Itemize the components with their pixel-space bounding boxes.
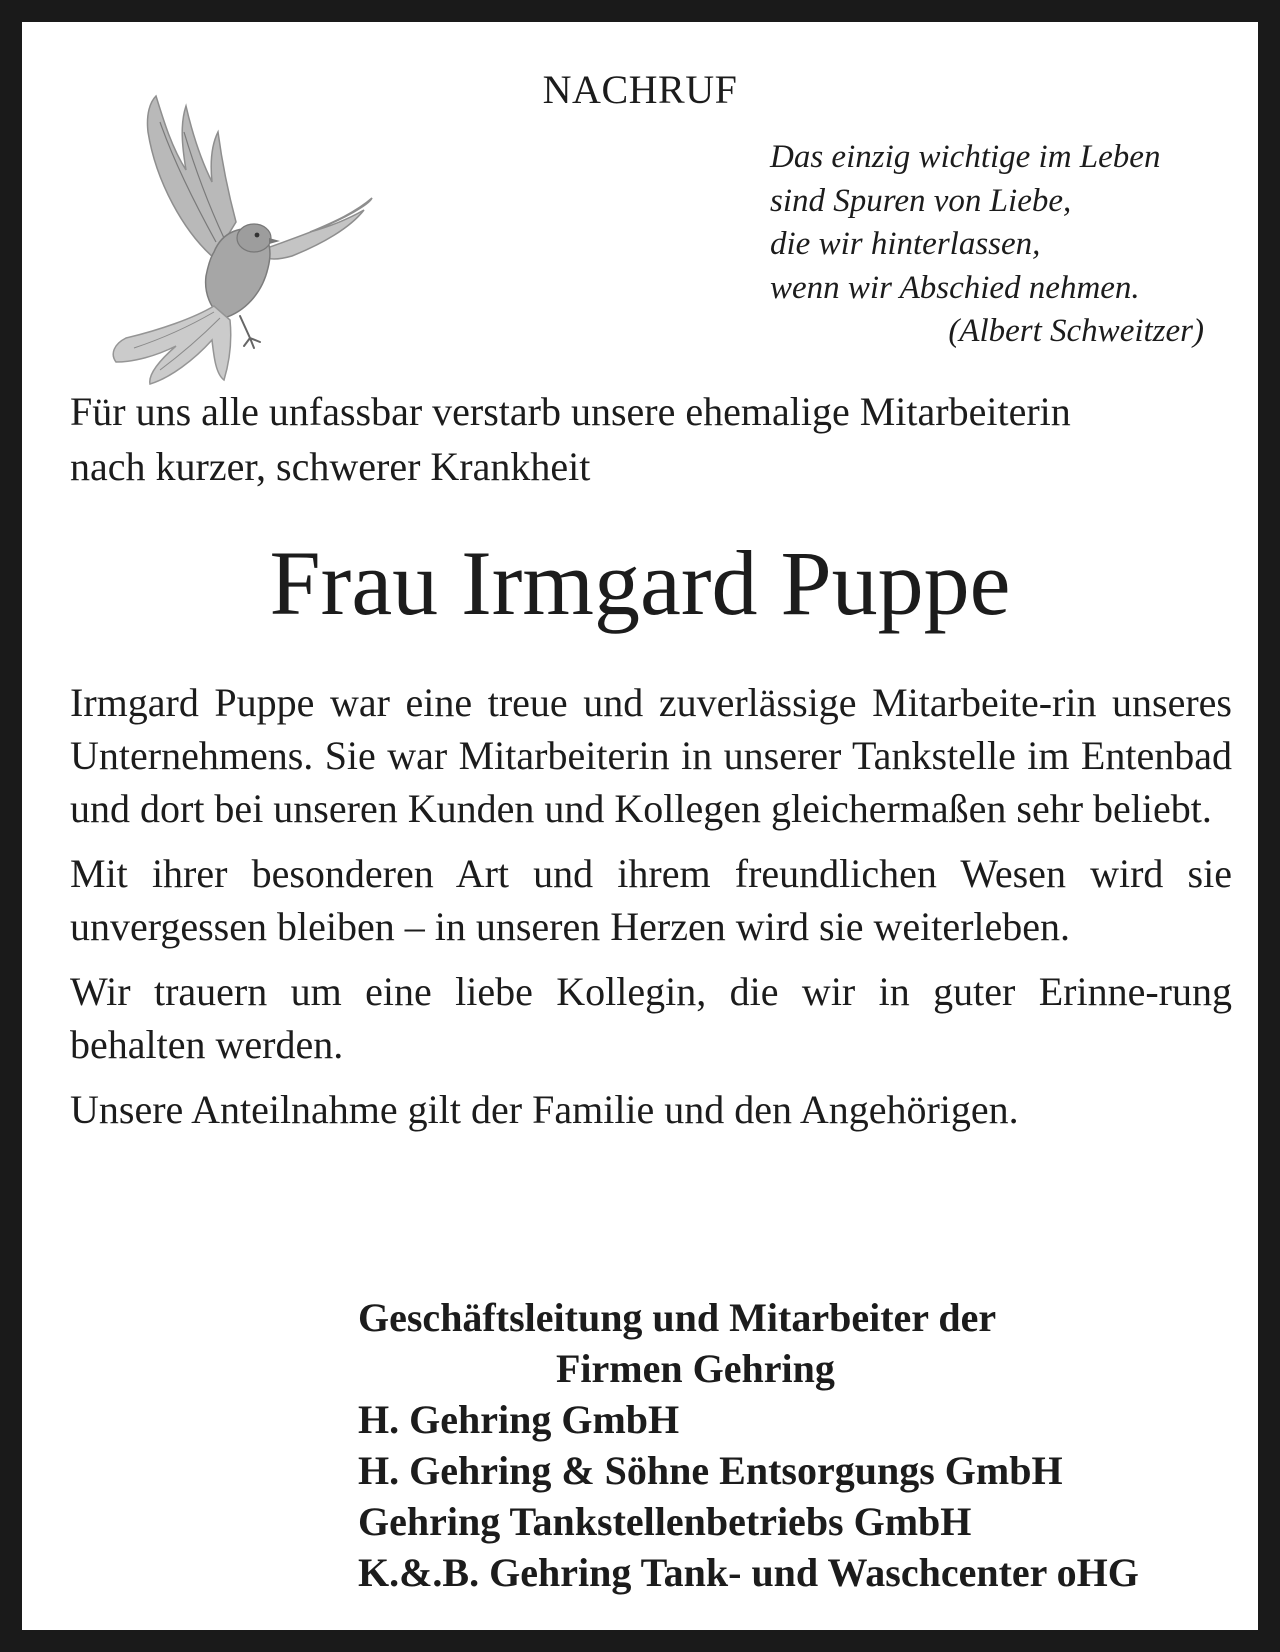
body-text [70, 676, 1232, 1148]
quote-line: Das einzig wichtige im Leben [770, 139, 1161, 175]
body-paragraph: Mit ihrer besonderen Art und ihrem freundlichen Wesen wird sie unvergessen bleiben – in unseren Herzen wird sie weiterleben. [70, 851, 1232, 949]
intro-text [70, 384, 1232, 494]
body-paragraph: Wir trauern um eine liebe Kollegin, die wir in guter Erinne-rung behalten werden. [70, 969, 1232, 1067]
company-name: H. Gehring GmbH [358, 1397, 680, 1442]
deceased-name: Frau Irmgard Puppe [269, 532, 1011, 634]
company-name: K.&.B. Gehring Tank- und Waschcenter oHG [358, 1550, 1139, 1595]
signature-block [358, 1292, 1238, 1598]
heading: NACHRUF [542, 67, 738, 112]
company-name: Gehring Tankstellenbetriebs GmbH [358, 1499, 972, 1544]
body-paragraph: Irmgard Puppe war eine treue und zuverlässige Mitarbeite-rin unseres Unternehmens. Sie war Mitarbeiterin in unserer Tankstelle im Entenbad und dort bei unseren Kunden und Kollegen gleichermaßen sehr beliebt. [70, 680, 1232, 831]
quote [770, 136, 1242, 354]
signature-line: Geschäftsleitung und Mitarbeiter der [358, 1295, 997, 1340]
quote-line: die wir hinterlassen, [770, 226, 1041, 262]
obituary-notice [22, 22, 1258, 1630]
signature-line: Firmen Gehring [556, 1346, 835, 1391]
quote-line: wenn wir Abschied nehmen. [770, 269, 1140, 306]
quote-line: sind Spuren von Liebe, [770, 182, 1072, 219]
quote-author: (Albert Schweitzer) [948, 313, 1204, 349]
body-paragraph: Unsere Anteilnahme gilt der Familie und den Angehörigen. [70, 1087, 1019, 1132]
company-name: H. Gehring & Söhne Entsorgungs GmbH [358, 1448, 1063, 1493]
intro-line: Für uns alle unfassbar verstarb unsere ehemalige Mitarbeiterin [70, 389, 1071, 434]
intro-line: nach kurzer, schwerer Krankheit [70, 444, 591, 489]
